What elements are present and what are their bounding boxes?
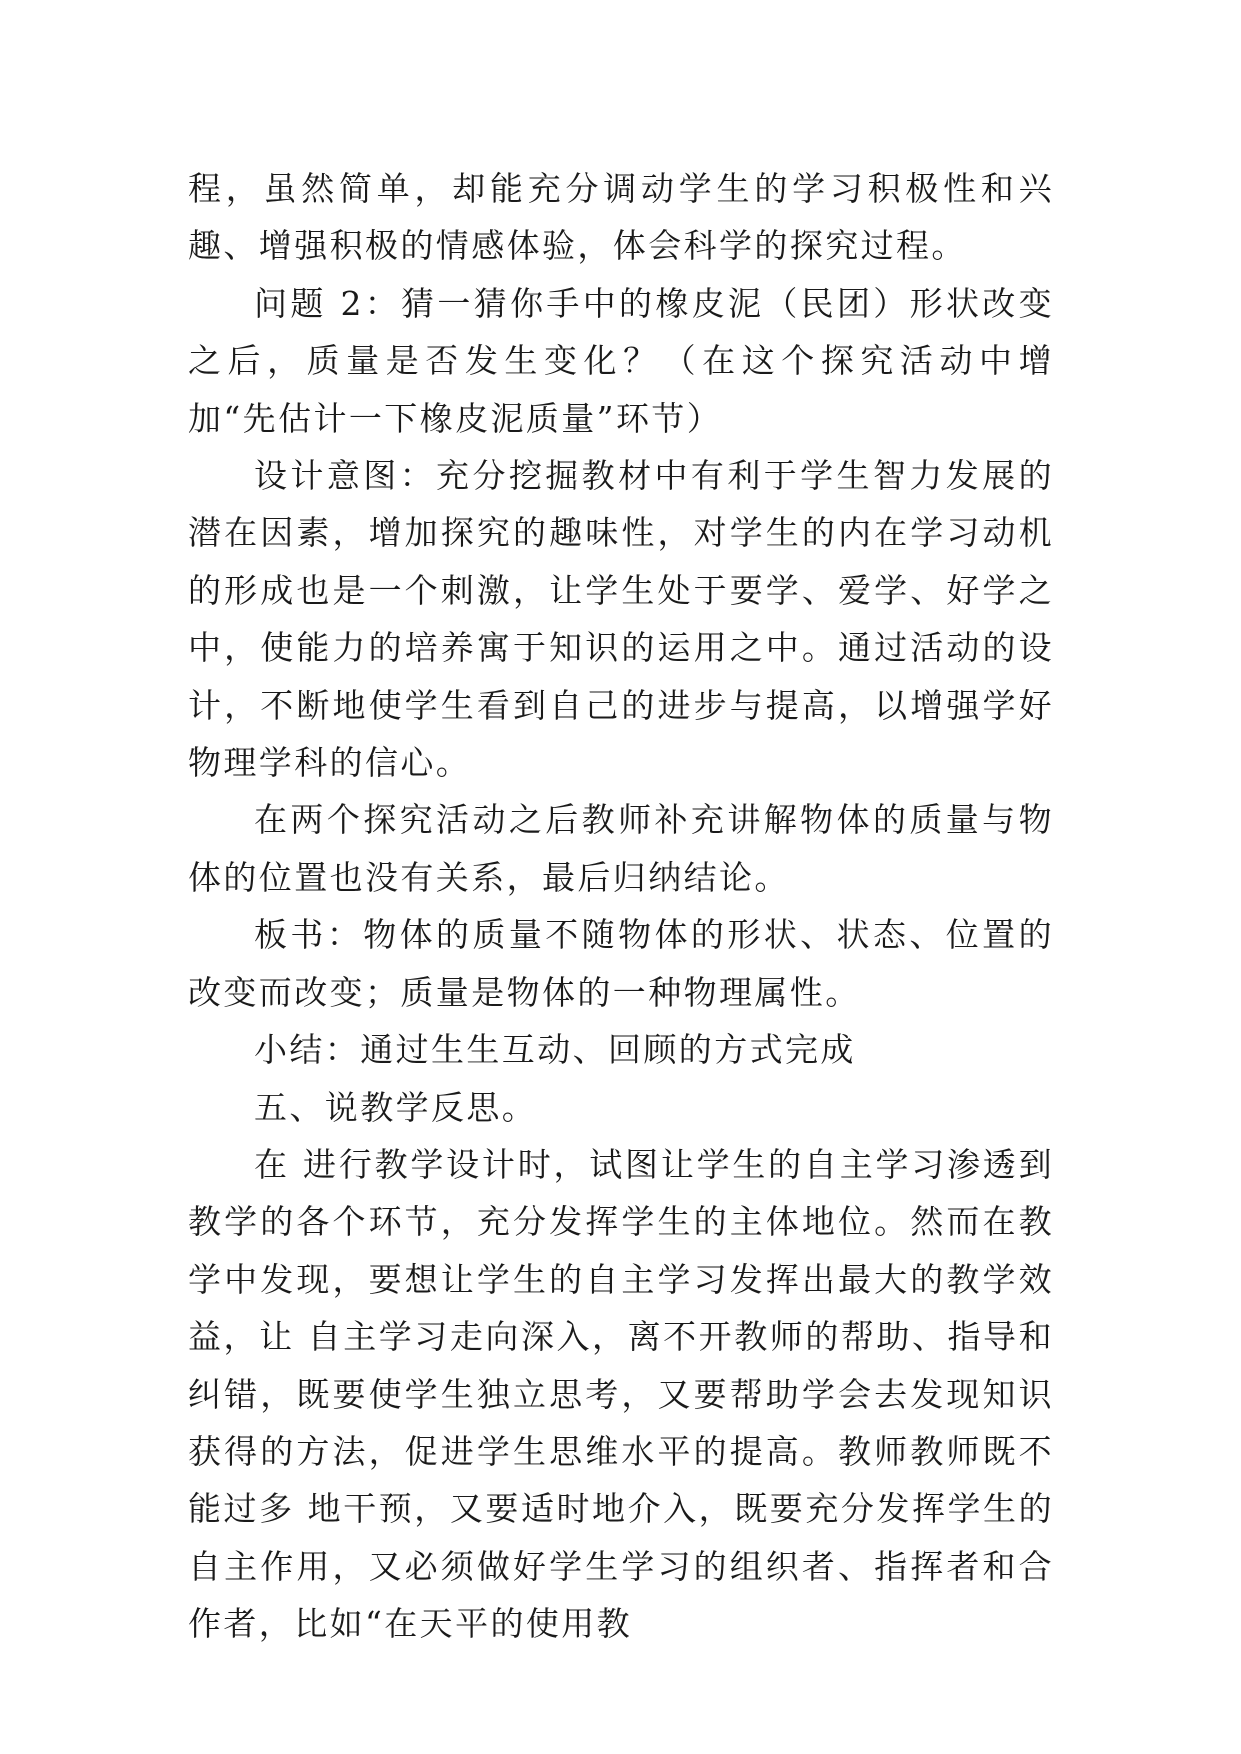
- paragraph-8: 在 进行教学设计时，试图让学生的自主学习渗透到教学的各个环节，充分发挥学生的主体地位。然而在教学中发现，要想让学生的自主学习发挥出最大的教学效益，让 自主学习走向深入，离不开教师的帮助、指导和纠错，既要使学生独立思考，又要帮助学会去发现知识获得的方法，促进学生思维水平的提高。教师教师既不能过多 地干预，又要适时地介入，既要充分发挥学生的自主作用，又必须做好学生学习的组织者、指挥者和合作者，比如“在天平的使用教: [188, 1144, 1054, 1644]
- paragraph-5: 板书：物体的质量不随物体的形状、状态、位置的改变而改变；质量是物体的一种物理属性。: [188, 915, 1054, 1012]
- paragraph-4: 在两个探究活动之后教师补充讲解物体的质量与物体的位置也没有关系，最后归纳结论。: [188, 800, 1054, 897]
- paragraph-6: 小结：通过生生互动、回顾的方式完成: [254, 1030, 856, 1070]
- paragraph-2: 问题 2：猜一猜你手中的橡皮泥（民团）形状改变之后，质量是否发生变化？（在这个探究活动中增加“先估计一下橡皮泥质量”环节）: [188, 283, 1054, 438]
- body-text: [188, 160, 1054, 1653]
- paragraph-3: 设计意图：充分挖掘教材中有利于学生智力发展的潜在因素，增加探究的趣味性，对学生的内在学习动机的形成也是一个刺激，让学生处于要学、爱学、好学之中，使能力的培养寓于知识的运用之中。通过活动的设计，不断地使学生看到自己的进步与提高，以增强学好物理学科的信心。: [188, 456, 1054, 783]
- paragraph-1: 程，虽然简单，却能充分调动学生的学习积极性和兴趣、增强积极的情感体验，体会科学的探究过程。: [188, 169, 1054, 266]
- paragraph-7: 五、说教学反思。: [254, 1087, 538, 1127]
